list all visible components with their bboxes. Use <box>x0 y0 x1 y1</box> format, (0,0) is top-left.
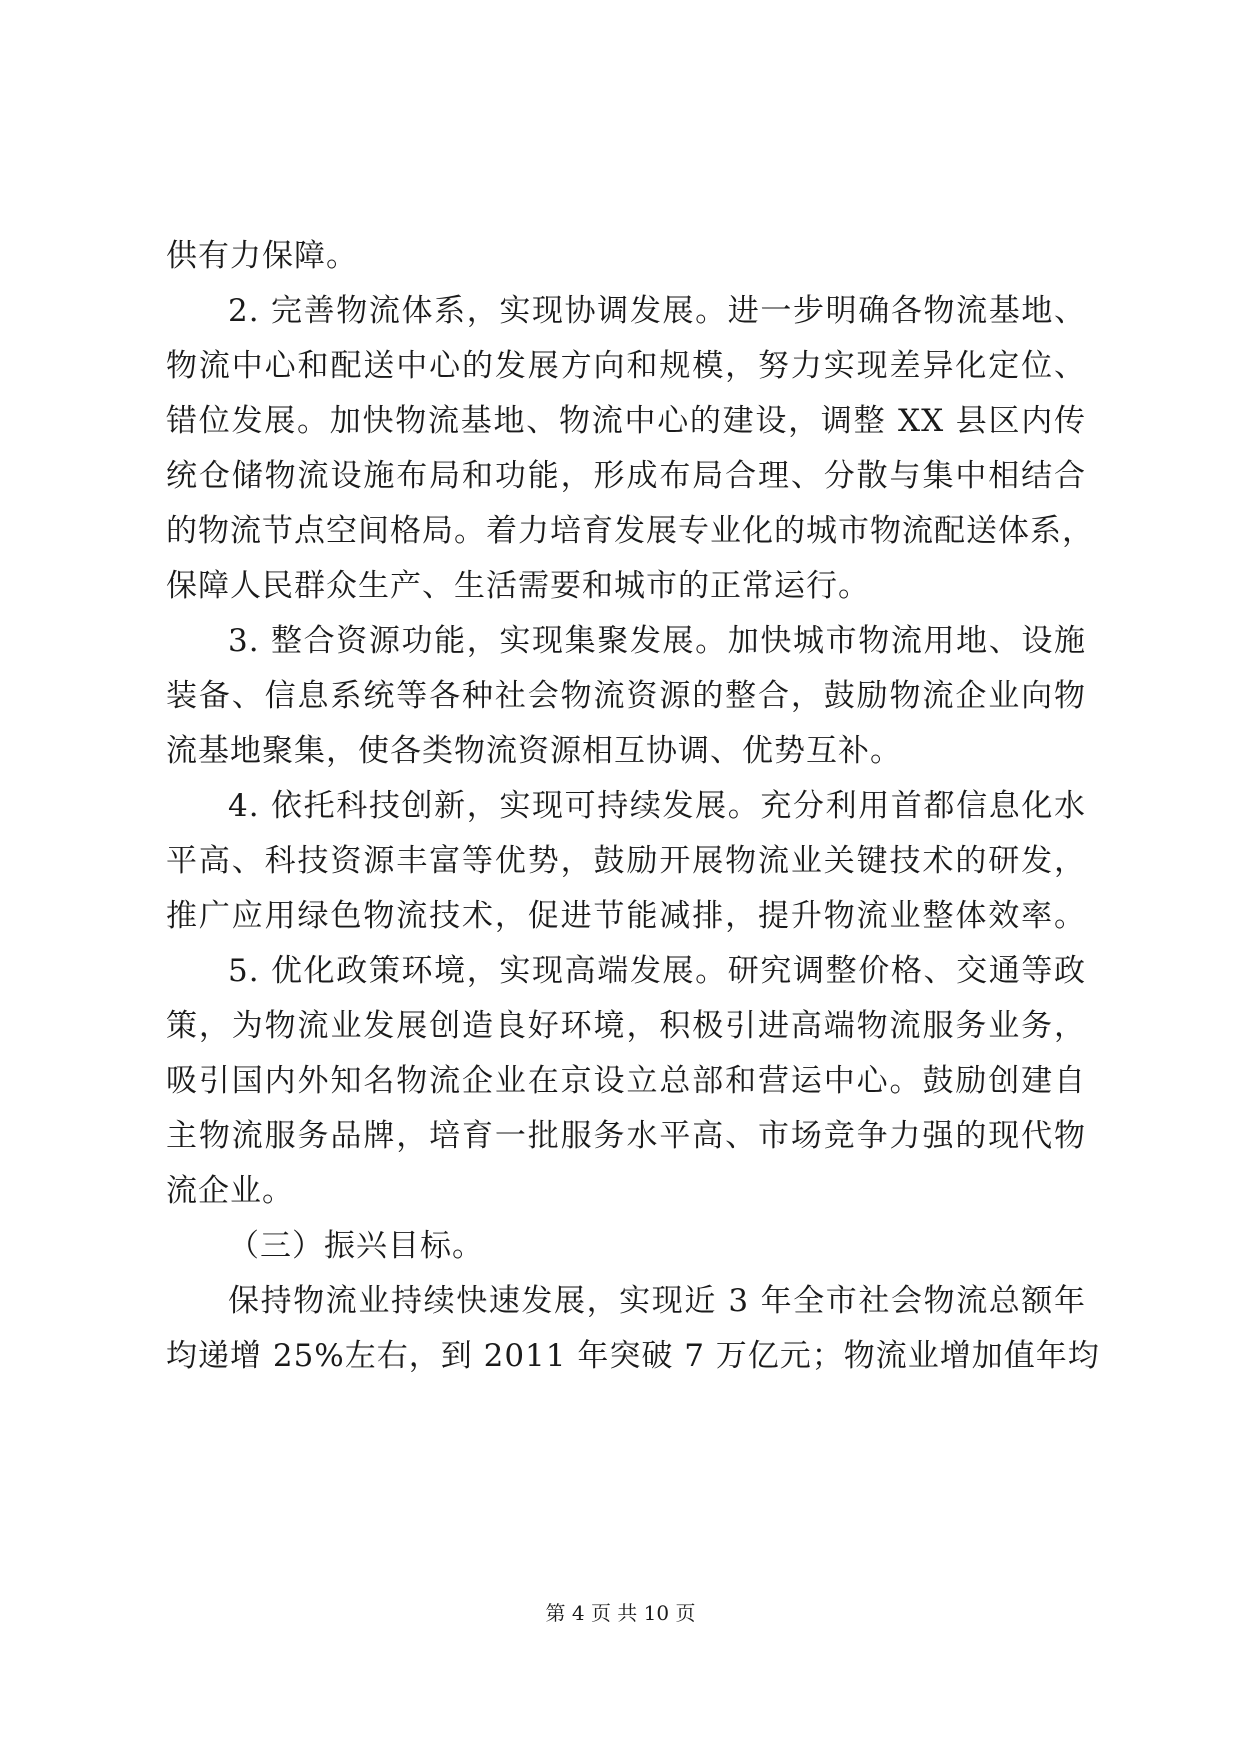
text-line: 保持物流业持续快速发展，实现近 3 年全市社会物流总额年 <box>228 1283 1086 1319</box>
text-line: 5. 优化政策环境，实现高端发展。研究调整价格、交通等政 <box>228 953 1086 989</box>
text-line: 的物流节点空间格局。着力培育发展专业化的城市物流配送体系， <box>166 513 1094 549</box>
text-line: 策，为物流业发展创造良好环境，积极引进高端物流服务业务， <box>166 1008 1086 1044</box>
text-line: 平高、科技资源丰富等优势，鼓励开展物流业关键技术的研发， <box>166 843 1086 879</box>
text-line: 均递增 25%左右，到 2011 年突破 7 万亿元；物流业增加值年均 <box>166 1338 1100 1374</box>
section-heading: （三）振兴目标。 <box>228 1228 484 1264</box>
text-line: 流基地聚集，使各类物流资源相互协调、优势互补。 <box>166 733 902 769</box>
text-line: 保障人民群众生产、生活需要和城市的正常运行。 <box>166 568 870 604</box>
text-line: 推广应用绿色物流技术，促进节能减排，提升物流业整体效率。 <box>166 898 1086 934</box>
text-line: 统仓储物流设施布局和功能，形成布局合理、分散与集中相结合 <box>166 458 1086 494</box>
text-line: 3. 整合资源功能，实现集聚发展。加快城市物流用地、设施 <box>228 623 1086 659</box>
text-line: 物流中心和配送中心的发展方向和规模，努力实现差异化定位、 <box>166 348 1086 384</box>
document-body <box>166 229 1100 1384</box>
page-number-footer: 第 4 页 共 10 页 <box>545 1601 696 1625</box>
text-line: 4. 依托科技创新，实现可持续发展。充分利用首都信息化水 <box>228 788 1086 824</box>
text-line: 流企业。 <box>166 1173 294 1209</box>
text-line: 吸引国内外知名物流企业在京设立总部和营运中心。鼓励创建自 <box>166 1063 1086 1099</box>
text-line: 供有力保障。 <box>166 238 358 274</box>
text-line: 2. 完善物流体系，实现协调发展。进一步明确各物流基地、 <box>228 293 1086 329</box>
text-line: 装备、信息系统等各种社会物流资源的整合，鼓励物流企业向物 <box>166 678 1086 714</box>
text-line: 错位发展。加快物流基地、物流中心的建设，调整 XX 县区内传 <box>166 403 1086 439</box>
text-line: 主物流服务品牌，培育一批服务水平高、市场竞争力强的现代物 <box>166 1118 1086 1154</box>
